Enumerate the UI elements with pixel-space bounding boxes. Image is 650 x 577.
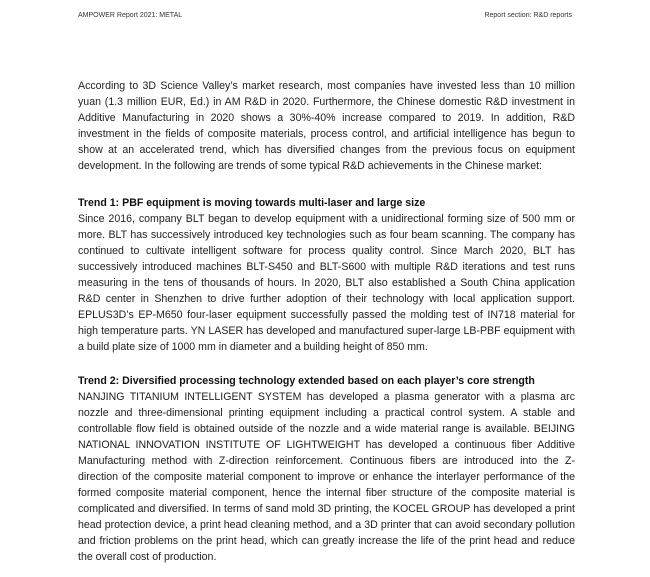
intro-section <box>78 78 575 174</box>
trend-2-section <box>78 373 575 565</box>
trend-2-paragraph: NANJING TITANIUM INTELLIGENT SYSTEM has developed a plasma generator with a plasma arc nozzle and three-dimensional printing equipment including a practical control system. A stable and controllable flow field is obtained outside of the nozzle and a wide material range is available. BEIJING NATIONAL INNOVATION INSTITUTE OF LIGHTWEIGHT has developed a continuous fiber Additive Manufacturing method with Z-direction reinforcement. Continuous fibers are introduced into the Z-direction of the composite material component to improve or enhance the interlayer performance of the formed composite material component, hence the internal fiber structure of the composite material is complicated and diversified. In terms of sand mold 3D printing, the KOCEL GROUP has developed a print head protection device, a print head cleaning method, and a 3D printer that can avoid secondary pollution and friction problems on the print head, which can greatly increase the life of the print head and reduce the overall cost of production. <box>78 391 575 563</box>
running-header <box>78 12 572 26</box>
trend-1-section <box>78 195 575 355</box>
report-section-header: Report section: R&D reports <box>484 12 572 19</box>
trend-1-paragraph: Since 2016, company BLT began to develop equipment with a unidirectional forming size of 500 mm or more. BLT has successively introduced key technologies such as four beam scanning. The company has continued to cultivate intelligent software for process quality control. Since March 2020, BLT has successively introduced machines BLT-S450 and BLT-S600 with multiple R&D iterations and test runs measuring in the tens of thousands of hours. In 2020, BLT also established a South China application R&D center in Shenzhen to drive further adoption of their technology with local application support. EPLUS3D’s EP-M650 four-laser equipment successfully passed the molding test of IN718 material for high temperature parts. YN LASER has developed and manufactured super-large LB-PBF equipment with a build plate size of 1000 mm in diameter and a building height of 850 mm. <box>78 213 575 353</box>
trend-1-heading: Trend 1: PBF equipment is moving towards multi-laser and large size <box>78 197 426 209</box>
trend-2-heading: Trend 2: Diversified processing technology extended based on each player’s core strength <box>78 375 535 387</box>
report-title-header: AMPOWER Report 2021: METAL <box>78 12 183 19</box>
intro-paragraph: According to 3D Science Valley’s market research, most companies have invested less than 10 million yuan (1.3 million EUR, Ed.) in AM R&D in 2020. Furthermore, the Chinese domestic R&D investment in Additive Manufacturing in 2020 shows a 30%-40% increase compared to 2019. In addition, R&D investment in the fields of composite materials, process control, and artificial intelligence has begun to show at an accelerated trend, which has diversified changes from the previous focus on equipment development. In the following are trends of some typical R&D achievements in the Chinese market: <box>78 80 575 172</box>
